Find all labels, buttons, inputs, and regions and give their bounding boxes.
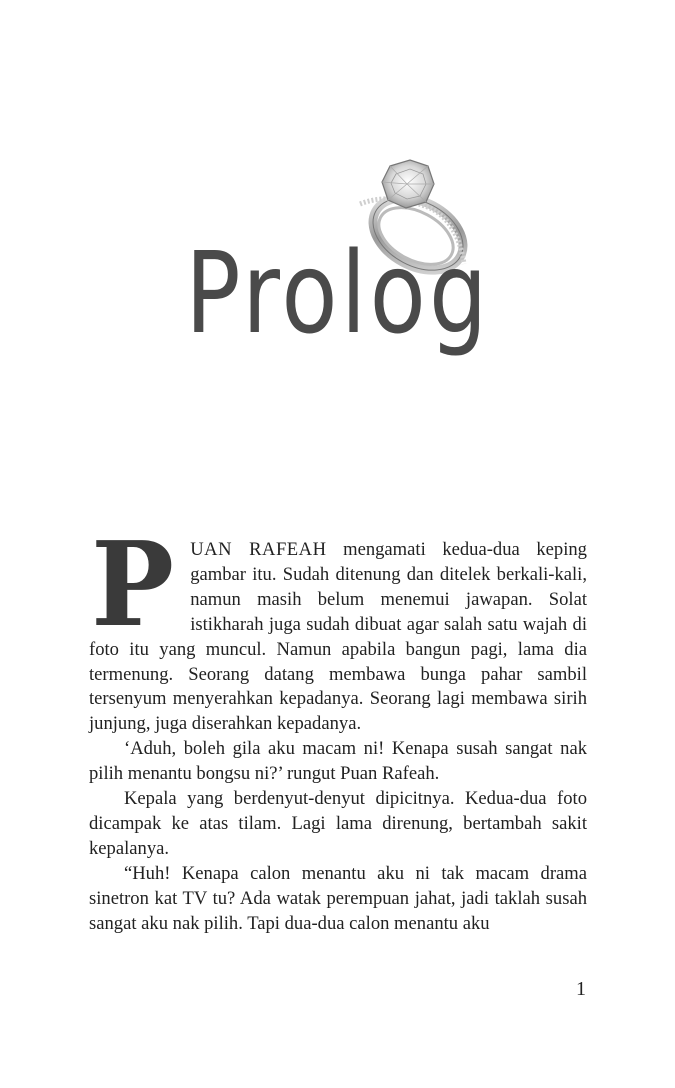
chapter-title: Prolog: [185, 229, 491, 359]
page-number: 1: [576, 978, 586, 1000]
lead-in: UAN RAFEAH: [190, 539, 327, 560]
paragraph-text: mengamati kedua-dua keping gambar itu. Sudah ditenung dan ditelek berkali-kali, namun masih belum menemui jawapan. Solat istikharah juga sudah dibuat agar salah satu wajah di foto itu yang muncul. Namun apabila bangun pagi, lama dia termenung. Seorang datang membawa bunga pahar sambil tersenyum menyerahkan kepadanya. Seorang lagi membawa sirih junjung, juga diserahkan kepadanya.: [89, 539, 587, 735]
paragraph-4: “Huh! Kenapa calon menantu aku ni tak macam drama sinetron kat TV tu? Ada watak perempuan jahat, jadi taklah susah sangat aku nak pilih. Tapi dua-dua calon menantu aku: [89, 862, 587, 934]
paragraph-1: [89, 517, 587, 737]
drop-cap: P: [91, 517, 175, 653]
paragraph-3: Kepala yang berdenyut-denyut dipicitnya. Kedua-dua foto dicampak ke atas tilam. Lagi lama direnung, bertambah sakit kepalanya.: [89, 788, 587, 859]
paragraph-2: ‘Aduh, boleh gila aku macam ni! Kenapa susah sangat nak pilih menantu bongsu ni?’ rungut Puan Rafeah.: [89, 738, 587, 785]
body-text: [89, 517, 587, 937]
